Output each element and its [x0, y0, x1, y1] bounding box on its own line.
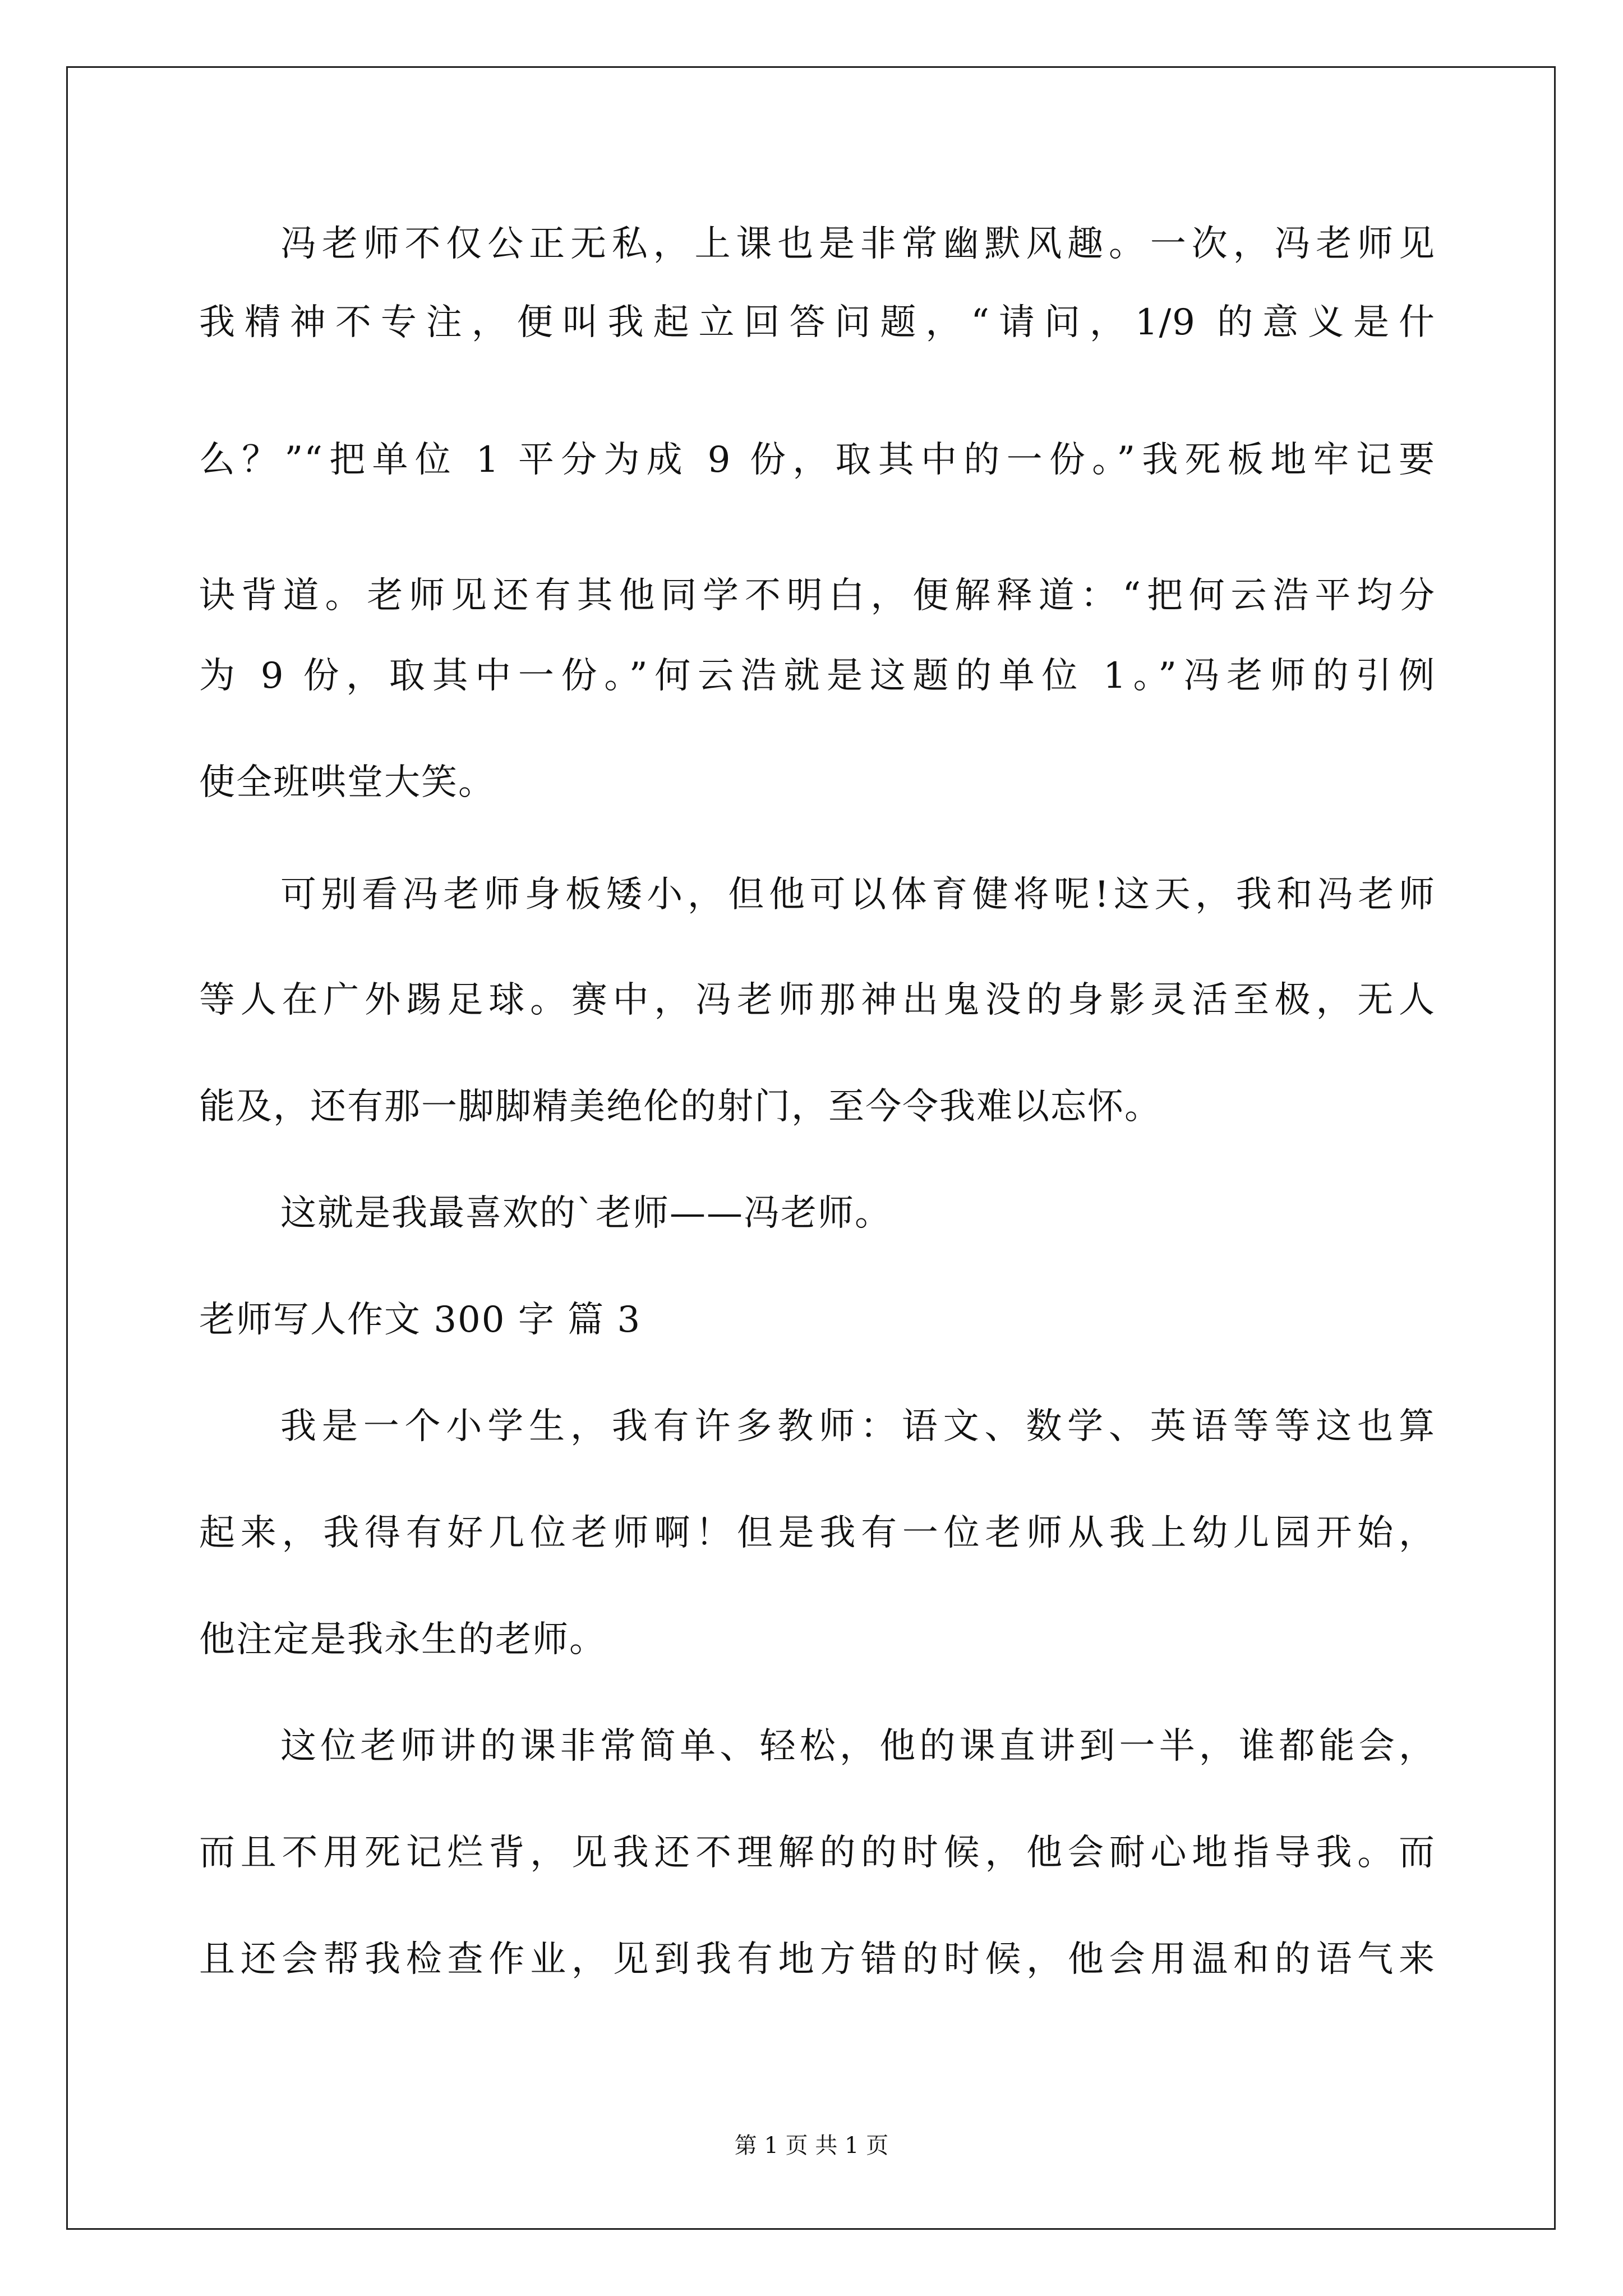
text-line: 为 9 份，取其中一份。”何云浩就是这题的单位 1。”冯老师的引例	[199, 655, 1436, 697]
text-line: 诀背道。老师见还有其他同学不明白，便解释道：“把何云浩平均分	[199, 575, 1436, 616]
page-border	[66, 66, 1556, 2230]
text-line: 使全班哄堂大笑。	[199, 762, 495, 803]
text-line: 我精神不专注，便叫我起立回答问题，“请问，1/9 的意义是什	[199, 302, 1436, 343]
text-line: 能及，还有那一脚脚精美绝伦的射门，至今令我难以忘怀。	[199, 1086, 1161, 1128]
text-line: 可别看冯老师身板矮小，但他可以体育健将呢!这天，我和冯老师	[280, 874, 1436, 915]
section-heading: 老师写人作文 300 字 篇 3	[199, 1299, 642, 1341]
text-line: 这就是我最喜欢的`老师——冯老师。	[280, 1193, 892, 1234]
text-line: 起来，我得有好几位老师啊！但是我有一位老师从我上幼儿园开始，	[199, 1512, 1436, 1554]
text-line: 且还会帮我检查作业，见到我有地方错的时候，他会用温和的语气来	[199, 1939, 1436, 1980]
text-line: 这位老师讲的课非常简单、轻松，他的课直讲到一半，谁都能会，	[280, 1726, 1436, 1767]
text-line: 冯老师不仅公正无私，上课也是非常幽默风趣。一次，冯老师见	[280, 223, 1436, 265]
text-line: 么？”“把单位 1 平分为成 9 份，取其中的一份。”我死板地牢记要	[199, 439, 1436, 481]
text-line: 我是一个小学生，我有许多教师：语文、数学、英语等等这也算	[280, 1406, 1436, 1447]
text-line: 他注定是我永生的老师。	[199, 1619, 606, 1660]
text-line: 等人在广外踢足球。赛中，冯老师那神出鬼没的身影灵活至极，无人	[199, 979, 1436, 1021]
page-footer: 第 1 页 共 1 页	[734, 2133, 889, 2159]
text-line: 而且不用死记烂背，见我还不理解的的时候，他会耐心地指导我。而	[199, 1832, 1436, 1874]
